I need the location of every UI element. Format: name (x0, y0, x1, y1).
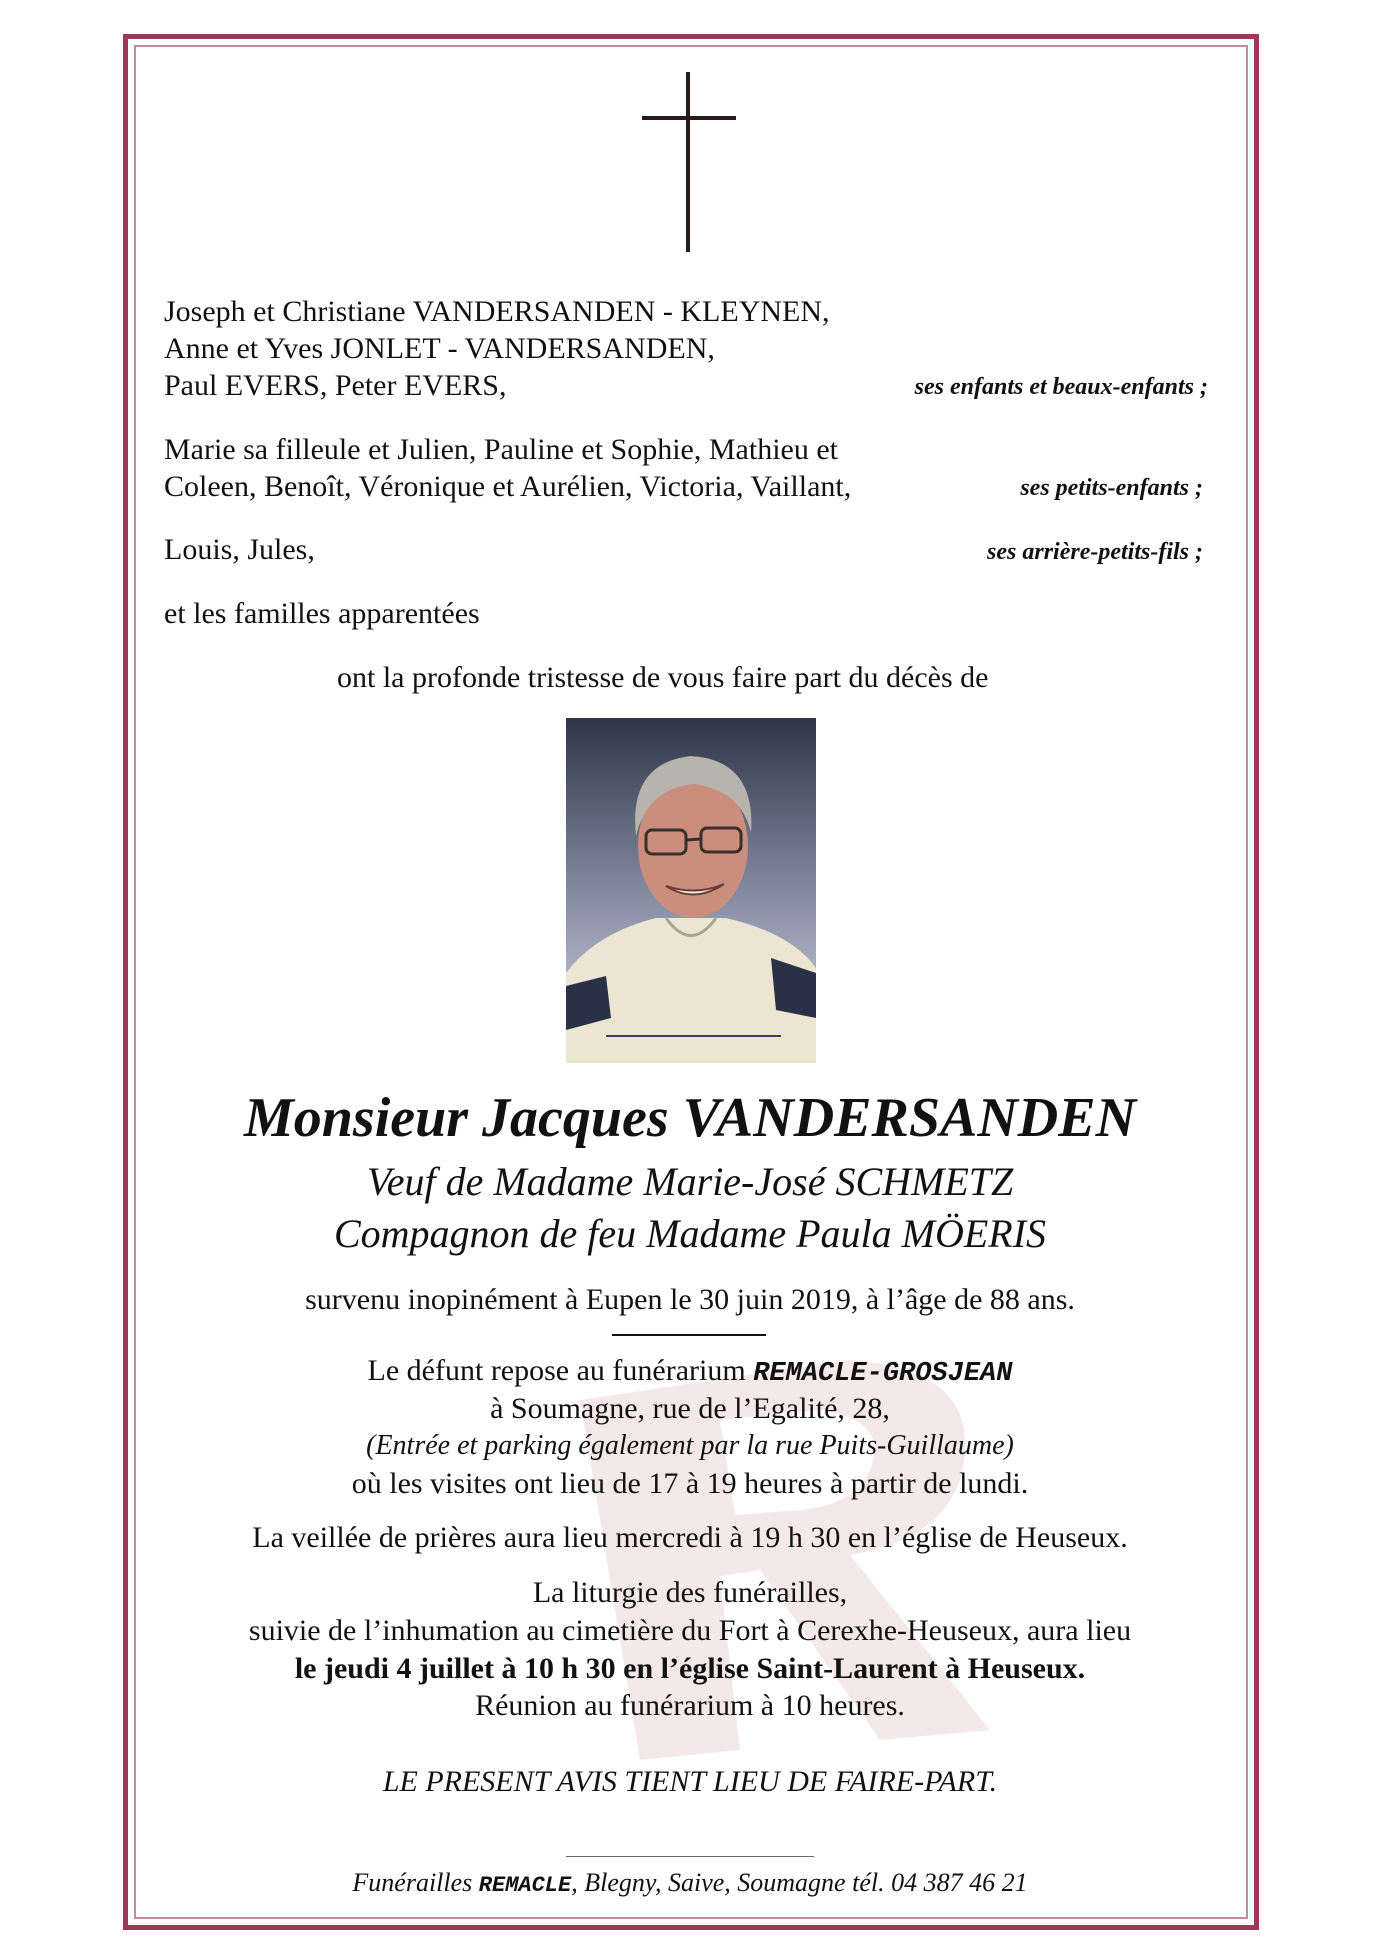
footer-prefix: Funérailles (352, 1868, 473, 1897)
family-line: et les familles apparentées (164, 597, 480, 630)
family-line: Joseph et Christiane VANDERSANDEN - KLEYNEN, (164, 295, 830, 328)
grandchildren-role: ses petits-enfants ; (1020, 475, 1203, 501)
liturgy-line: suivie de l’inhumation au cimetière du Fort à Cerexhe-Heuseux, aura lieu (248, 1614, 1132, 1647)
cross-icon (640, 70, 740, 260)
death-line: survenu inopinément à Eupen le 30 juin 2019, à l’âge de 88 ans. (305, 1283, 1075, 1316)
liturgy-date-line: le jeudi 4 juillet à 10 h 30 en l’église Saint-Laurent à Heuseux. (294, 1652, 1086, 1685)
vigil-line: La veillée de prières aura lieu mercredi à 19 h 30 en l’église de Heuseux. (252, 1521, 1128, 1554)
family-line: Marie sa filleule et Julien, Pauline et Sophie, Mathieu et (164, 433, 838, 466)
family-line: Paul EVERS, Peter EVERS, (164, 369, 507, 402)
family-line: Anne et Yves JONLET - VANDERSANDEN, (164, 332, 715, 365)
footer-suffix: , Blegny, Saive, Soumagne tél. 04 387 46 21 (571, 1868, 1028, 1897)
rest-line (140, 1354, 1240, 1389)
divider (612, 1334, 766, 1336)
notice-text: LE PRESENT AVIS TIENT LIEU DE FAIRE-PART. (382, 1765, 998, 1798)
liturgy-line: La liturgie des funérailles, (532, 1576, 848, 1609)
family-line: Coleen, Benoît, Véronique et Aurélien, Victoria, Vaillant, (164, 470, 852, 503)
address-line: à Soumagne, rue de l’Egalité, 28, (490, 1392, 890, 1425)
great-grandchildren-role: ses arrière-petits-fils ; (987, 539, 1203, 565)
widower-line: Veuf de Madame Marie-José SCHMETZ (366, 1159, 1014, 1204)
visits-line: où les visites ont lieu de 17 à 19 heures à partir de lundi. (351, 1467, 1029, 1500)
rest-prefix: Le défunt repose au funérarium (367, 1354, 746, 1387)
footer-divider (566, 1856, 814, 1857)
footer-brand: REMACLE (478, 1873, 572, 1898)
deceased-name: Monsieur Jacques VANDERSANDEN (243, 1087, 1137, 1149)
funeral-home-name: REMACLE-GROSJEAN (753, 1359, 1013, 1389)
footer (140, 1868, 1240, 1898)
companion-line: Compagnon de feu Madame Paula MÖERIS (333, 1211, 1047, 1256)
family-line: Louis, Jules, (164, 533, 315, 566)
portrait-photo (566, 718, 816, 1063)
children-role: ses enfants et beaux-enfants ; (914, 374, 1208, 400)
parking-line: (Entrée et parking également par la rue Puits-Guillaume) (366, 1430, 1014, 1461)
meeting-line: Réunion au funérarium à 10 heures. (475, 1689, 905, 1722)
announcement-text: ont la profonde tristesse de vous faire part du décès de (337, 661, 989, 694)
